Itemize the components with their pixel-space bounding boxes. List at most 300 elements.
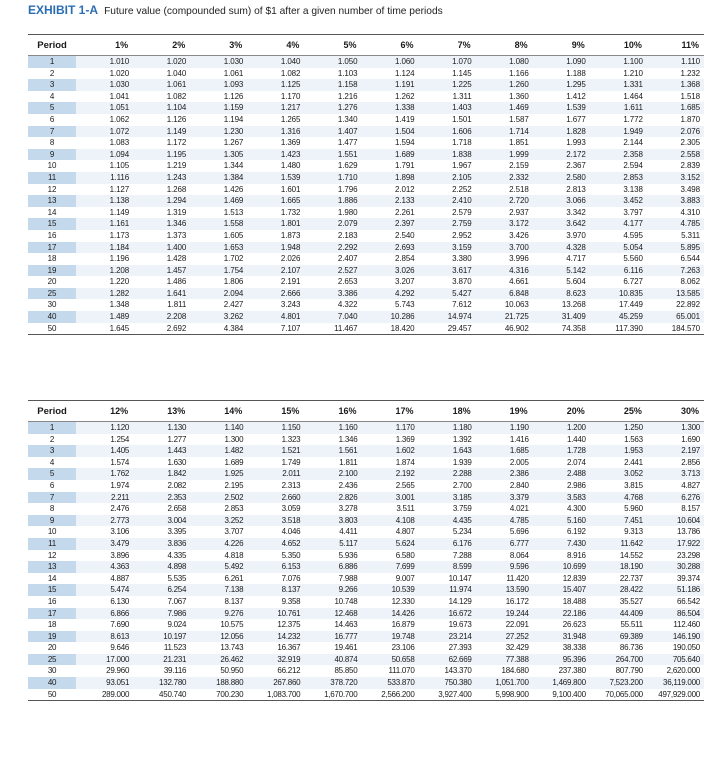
table-row [28, 480, 704, 492]
value-cell: 1.265 [247, 114, 304, 126]
value-cell: 1.689 [361, 149, 418, 161]
value-cell: 4.801 [247, 311, 304, 323]
table-row [28, 492, 704, 504]
value-cell: 1.426 [190, 184, 247, 196]
value-cell: 3.185 [419, 492, 476, 504]
table-row [28, 311, 704, 323]
value-cell: 3,927.400 [419, 689, 476, 701]
table-row [28, 242, 704, 254]
period-cell: 2 [28, 434, 76, 446]
value-cell: 112.460 [647, 619, 704, 631]
value-cell: 2.292 [304, 242, 361, 254]
value-cell: 46.902 [476, 323, 533, 335]
value-cell: 1.368 [647, 79, 704, 91]
value-cell: 1.457 [133, 265, 190, 277]
value-cell: 3.152 [647, 172, 704, 184]
value-cell: 7.076 [247, 573, 304, 585]
value-cell: 9.646 [76, 642, 133, 654]
value-cell: 1.443 [133, 445, 190, 457]
value-cell: 1.403 [419, 102, 476, 114]
period-cell: 6 [28, 114, 76, 126]
value-cell: 3.001 [361, 492, 418, 504]
value-cell: 7.451 [590, 515, 647, 527]
value-cell: 10.699 [533, 561, 590, 573]
table-row [28, 160, 704, 172]
value-cell: 4.177 [590, 218, 647, 230]
value-cell: 1.072 [76, 126, 133, 138]
value-cell: 1.594 [361, 137, 418, 149]
value-cell: 1.346 [133, 218, 190, 230]
value-cell: 2.252 [419, 184, 476, 196]
table-row [28, 608, 704, 620]
value-cell: 1.061 [190, 68, 247, 80]
value-cell: 8.062 [647, 276, 704, 288]
value-cell: 1.282 [76, 288, 133, 300]
value-cell: 1.268 [133, 184, 190, 196]
rate-header: 4% [247, 35, 304, 56]
value-cell: 8.137 [190, 596, 247, 608]
value-cell: 1.873 [247, 230, 304, 242]
period-cell: 5 [28, 102, 76, 114]
value-cell: 5.311 [647, 230, 704, 242]
value-cell: 12.375 [247, 619, 304, 631]
table-body [28, 422, 704, 701]
table-row [28, 288, 704, 300]
value-cell: 8.157 [647, 503, 704, 515]
value-cell: 1.477 [304, 137, 361, 149]
period-cell: 16 [28, 230, 76, 242]
value-cell: 1.149 [76, 207, 133, 219]
rate-header: 8% [476, 35, 533, 56]
value-cell: 2.540 [361, 230, 418, 242]
period-cell: 8 [28, 137, 76, 149]
value-cell: 7.107 [247, 323, 304, 335]
value-cell: 9.024 [133, 619, 190, 631]
value-cell: 1.082 [133, 91, 190, 103]
value-cell: 86.504 [647, 608, 704, 620]
value-cell: 1.126 [190, 91, 247, 103]
value-cell: 4.384 [190, 323, 247, 335]
table-row [28, 68, 704, 80]
value-cell: 1.551 [304, 149, 361, 161]
period-cell: 13 [28, 195, 76, 207]
value-cell: 3.970 [533, 230, 590, 242]
period-cell: 13 [28, 561, 76, 573]
value-cell: 1.611 [590, 102, 647, 114]
value-cell: 1.606 [419, 126, 476, 138]
value-cell: 1.791 [361, 160, 418, 172]
period-cell: 40 [28, 311, 76, 323]
value-cell: 5,998.900 [476, 689, 533, 701]
table-row [28, 79, 704, 91]
value-cell: 18.488 [533, 596, 590, 608]
value-cell: 4.021 [476, 503, 533, 515]
value-cell: 9,100.400 [533, 689, 590, 701]
value-cell: 18.420 [361, 323, 418, 335]
value-cell: 1.373 [133, 230, 190, 242]
value-cell: 1.180 [419, 422, 476, 434]
value-cell: 2.937 [476, 207, 533, 219]
value-cell: 3.518 [247, 515, 304, 527]
value-cell: 1.602 [361, 445, 418, 457]
value-cell: 1.090 [533, 56, 590, 68]
value-cell: 1.469 [190, 195, 247, 207]
value-cell: 1.685 [476, 445, 533, 457]
value-cell: 378.720 [304, 677, 361, 689]
value-cell: 18.190 [590, 561, 647, 573]
value-cell: 143.370 [419, 665, 476, 677]
value-cell: 1.587 [476, 114, 533, 126]
value-cell: 1.194 [190, 114, 247, 126]
value-cell: 2.026 [247, 253, 304, 265]
value-cell: 17.922 [647, 538, 704, 550]
rate-header: 5% [304, 35, 361, 56]
value-cell: 4.046 [247, 526, 304, 538]
table-row [28, 573, 704, 585]
value-cell: 5.117 [304, 538, 361, 550]
table-row [28, 126, 704, 138]
value-cell: 7.040 [304, 311, 361, 323]
period-cell: 1 [28, 56, 76, 68]
rate-header: 12% [76, 401, 133, 422]
value-cell: 22.892 [647, 299, 704, 311]
value-cell: 1.539 [247, 172, 304, 184]
value-cell: 3.803 [304, 515, 361, 527]
value-cell: 4.595 [590, 230, 647, 242]
value-cell: 23.214 [419, 631, 476, 643]
value-cell: 1.260 [476, 79, 533, 91]
value-cell: 65.001 [647, 311, 704, 323]
value-cell: 4.328 [533, 242, 590, 254]
value-cell: 1.384 [190, 172, 247, 184]
value-cell: 2,566.200 [361, 689, 418, 701]
value-cell: 146.190 [647, 631, 704, 643]
value-cell: 85.850 [304, 665, 361, 677]
value-cell: 2.159 [476, 160, 533, 172]
value-cell: 1.159 [190, 102, 247, 114]
value-cell: 4.785 [647, 218, 704, 230]
value-cell: 3.106 [76, 526, 133, 538]
value-cell: 14.463 [304, 619, 361, 631]
table-row [28, 114, 704, 126]
value-cell: 10.197 [133, 631, 190, 643]
value-cell: 1,670.700 [304, 689, 361, 701]
period-cell: 5 [28, 468, 76, 480]
value-cell: 8.916 [533, 550, 590, 562]
value-cell: 1.369 [361, 434, 418, 446]
value-cell: 2.211 [76, 492, 133, 504]
value-cell: 9.358 [247, 596, 304, 608]
value-cell: 8.064 [476, 550, 533, 562]
value-cell: 9.313 [590, 526, 647, 538]
value-cell: 10.575 [190, 619, 247, 631]
value-cell: 3.797 [590, 207, 647, 219]
period-header: Period [28, 401, 76, 422]
value-cell: 22.186 [533, 608, 590, 620]
value-cell: 62.669 [419, 654, 476, 666]
period-cell: 4 [28, 91, 76, 103]
value-cell: 1.346 [304, 434, 361, 446]
rate-header: 7% [419, 35, 476, 56]
period-cell: 25 [28, 288, 76, 300]
value-cell: 36,119.000 [647, 677, 704, 689]
period-cell: 3 [28, 79, 76, 91]
table-row [28, 323, 704, 335]
value-cell: 10.063 [476, 299, 533, 311]
value-cell: 2.082 [133, 480, 190, 492]
value-cell: 95.396 [533, 654, 590, 666]
table-row [28, 207, 704, 219]
period-cell: 18 [28, 253, 76, 265]
value-cell: 38.338 [533, 642, 590, 654]
value-cell: 13.743 [190, 642, 247, 654]
value-cell: 16.672 [419, 608, 476, 620]
value-cell: 2.565 [361, 480, 418, 492]
value-cell: 1.316 [247, 126, 304, 138]
value-cell: 1.874 [361, 457, 418, 469]
value-cell: 2.100 [304, 468, 361, 480]
value-cell: 12.056 [190, 631, 247, 643]
value-cell: 3.896 [76, 550, 133, 562]
value-cell: 1.412 [533, 91, 590, 103]
value-cell: 1.225 [419, 79, 476, 91]
value-cell: 1.145 [419, 68, 476, 80]
value-cell: 117.390 [590, 323, 647, 335]
table-12-to-30-percent [28, 401, 704, 700]
value-cell: 39.374 [647, 573, 704, 585]
value-cell: 2.826 [304, 492, 361, 504]
value-cell: 17.000 [76, 654, 133, 666]
value-cell: 2.986 [533, 480, 590, 492]
value-cell: 4.652 [247, 538, 304, 550]
value-cell: 4.827 [647, 480, 704, 492]
value-cell: 1.898 [361, 172, 418, 184]
value-cell: 1.217 [247, 102, 304, 114]
period-cell: 6 [28, 480, 76, 492]
value-cell: 1.172 [133, 137, 190, 149]
value-cell: 1.161 [76, 218, 133, 230]
value-cell: 1.295 [533, 79, 590, 91]
value-cell: 2.854 [361, 253, 418, 265]
value-cell: 2.594 [590, 160, 647, 172]
value-cell: 1.030 [190, 56, 247, 68]
value-cell: 1.103 [304, 68, 361, 80]
value-cell: 1.513 [190, 207, 247, 219]
value-cell: 2.410 [419, 195, 476, 207]
period-cell: 9 [28, 149, 76, 161]
value-cell: 51.186 [647, 584, 704, 596]
value-cell: 17.449 [590, 299, 647, 311]
value-cell: 12.839 [533, 573, 590, 585]
rate-header: 2% [133, 35, 190, 56]
value-cell: 1.110 [647, 56, 704, 68]
value-cell: 1.574 [76, 457, 133, 469]
value-cell: 31.409 [533, 311, 590, 323]
value-cell: 3.815 [590, 480, 647, 492]
value-cell: 1.243 [133, 172, 190, 184]
value-cell: 188.880 [190, 677, 247, 689]
value-cell: 2.191 [247, 276, 304, 288]
period-cell: 50 [28, 689, 76, 701]
value-cell: 1.504 [361, 126, 418, 138]
value-cell: 1.010 [76, 56, 133, 68]
value-cell: 19.244 [476, 608, 533, 620]
table-row [28, 515, 704, 527]
value-cell: 2.261 [361, 207, 418, 219]
value-cell: 705.640 [647, 654, 704, 666]
value-cell: 264.700 [590, 654, 647, 666]
value-cell: 2.305 [647, 137, 704, 149]
value-cell: 1.416 [476, 434, 533, 446]
value-cell: 3.172 [476, 218, 533, 230]
value-cell: 1.811 [304, 457, 361, 469]
value-cell: 12.330 [361, 596, 418, 608]
value-cell: 1.331 [590, 79, 647, 91]
table-row [28, 137, 704, 149]
value-cell: 4.898 [133, 561, 190, 573]
value-cell: 1.360 [476, 91, 533, 103]
value-cell: 1.195 [133, 149, 190, 161]
table-row [28, 619, 704, 631]
value-cell: 132.780 [133, 677, 190, 689]
value-cell: 14.232 [247, 631, 304, 643]
table-row [28, 538, 704, 550]
table-row [28, 102, 704, 114]
value-cell: 1.630 [133, 457, 190, 469]
value-cell: 1.125 [247, 79, 304, 91]
value-cell: 69.389 [590, 631, 647, 643]
table-row [28, 230, 704, 242]
value-cell: 2.195 [190, 480, 247, 492]
table-row [28, 654, 704, 666]
value-cell: 23.298 [647, 550, 704, 562]
value-cell: 6.116 [590, 265, 647, 277]
value-cell: 289.000 [76, 689, 133, 701]
value-cell: 3.207 [361, 276, 418, 288]
value-cell: 1.469 [476, 102, 533, 114]
value-cell: 1.344 [190, 160, 247, 172]
value-cell: 3.583 [533, 492, 590, 504]
value-cell: 1.093 [190, 79, 247, 91]
value-cell: 1.605 [190, 230, 247, 242]
value-cell: 4.310 [647, 207, 704, 219]
period-cell: 25 [28, 654, 76, 666]
value-cell: 6.727 [590, 276, 647, 288]
value-cell: 1.993 [533, 137, 590, 149]
value-cell: 7.690 [76, 619, 133, 631]
value-cell: 9.276 [190, 608, 247, 620]
period-cell: 14 [28, 573, 76, 585]
value-cell: 4.785 [476, 515, 533, 527]
value-cell: 77.388 [476, 654, 533, 666]
value-cell: 5.535 [133, 573, 190, 585]
value-cell: 26.462 [190, 654, 247, 666]
value-cell: 1.104 [133, 102, 190, 114]
value-cell: 3.052 [590, 468, 647, 480]
value-cell: 6.130 [76, 596, 133, 608]
value-cell: 1.643 [419, 445, 476, 457]
value-cell: 807.790 [590, 665, 647, 677]
table-row [28, 503, 704, 515]
value-cell: 2.076 [647, 126, 704, 138]
value-cell: 1.319 [133, 207, 190, 219]
value-cell: 1.811 [133, 299, 190, 311]
value-cell: 1.140 [190, 422, 247, 434]
value-cell: 10.286 [361, 311, 418, 323]
value-cell: 2.839 [647, 160, 704, 172]
value-cell: 50.658 [361, 654, 418, 666]
value-cell: 1.369 [247, 137, 304, 149]
value-cell: 1.641 [133, 288, 190, 300]
value-cell: 1.041 [76, 91, 133, 103]
value-cell: 23.106 [361, 642, 418, 654]
value-cell: 3.380 [419, 253, 476, 265]
value-cell: 1.120 [76, 422, 133, 434]
period-cell: 16 [28, 596, 76, 608]
value-cell: 1.629 [304, 160, 361, 172]
value-cell: 16.777 [304, 631, 361, 643]
value-cell: 2.313 [247, 480, 304, 492]
value-cell: 3.870 [419, 276, 476, 288]
value-cell: 6.848 [476, 288, 533, 300]
value-cell: 1.166 [476, 68, 533, 80]
value-cell: 2.197 [647, 445, 704, 457]
value-cell: 1.440 [533, 434, 590, 446]
value-cell: 3.479 [76, 538, 133, 550]
value-cell: 3.996 [476, 253, 533, 265]
value-cell: 2.693 [361, 242, 418, 254]
value-cell: 66.542 [647, 596, 704, 608]
value-cell: 1,469.800 [533, 677, 590, 689]
value-cell: 6.886 [304, 561, 361, 573]
value-cell: 4.322 [304, 299, 361, 311]
value-cell: 2.660 [247, 492, 304, 504]
table-row [28, 265, 704, 277]
value-cell: 1.300 [190, 434, 247, 446]
period-cell: 7 [28, 492, 76, 504]
value-cell: 3.066 [533, 195, 590, 207]
value-cell: 3.252 [190, 515, 247, 527]
rate-header: 17% [361, 401, 418, 422]
value-cell: 1.262 [361, 91, 418, 103]
value-cell: 10.147 [419, 573, 476, 585]
period-cell: 14 [28, 207, 76, 219]
value-cell: 1.999 [476, 149, 533, 161]
period-cell: 4 [28, 457, 76, 469]
value-cell: 1.062 [76, 114, 133, 126]
value-cell: 1.105 [76, 160, 133, 172]
period-cell: 11 [28, 172, 76, 184]
value-cell: 1.870 [647, 114, 704, 126]
rate-header: 19% [476, 401, 533, 422]
value-cell: 4.411 [304, 526, 361, 538]
value-cell: 22.091 [476, 619, 533, 631]
value-cell: 1.138 [76, 195, 133, 207]
value-cell: 1.208 [76, 265, 133, 277]
value-cell: 5.474 [76, 584, 133, 596]
value-cell: 1.094 [76, 149, 133, 161]
value-cell: 2.332 [476, 172, 533, 184]
table-row [28, 276, 704, 288]
value-cell: 16.367 [247, 642, 304, 654]
value-cell: 1.400 [133, 242, 190, 254]
period-cell: 19 [28, 631, 76, 643]
value-cell: 55.511 [590, 619, 647, 631]
value-cell: 1.196 [76, 253, 133, 265]
value-cell: 9.007 [361, 573, 418, 585]
value-cell: 32.429 [476, 642, 533, 654]
value-cell: 1.051 [76, 102, 133, 114]
